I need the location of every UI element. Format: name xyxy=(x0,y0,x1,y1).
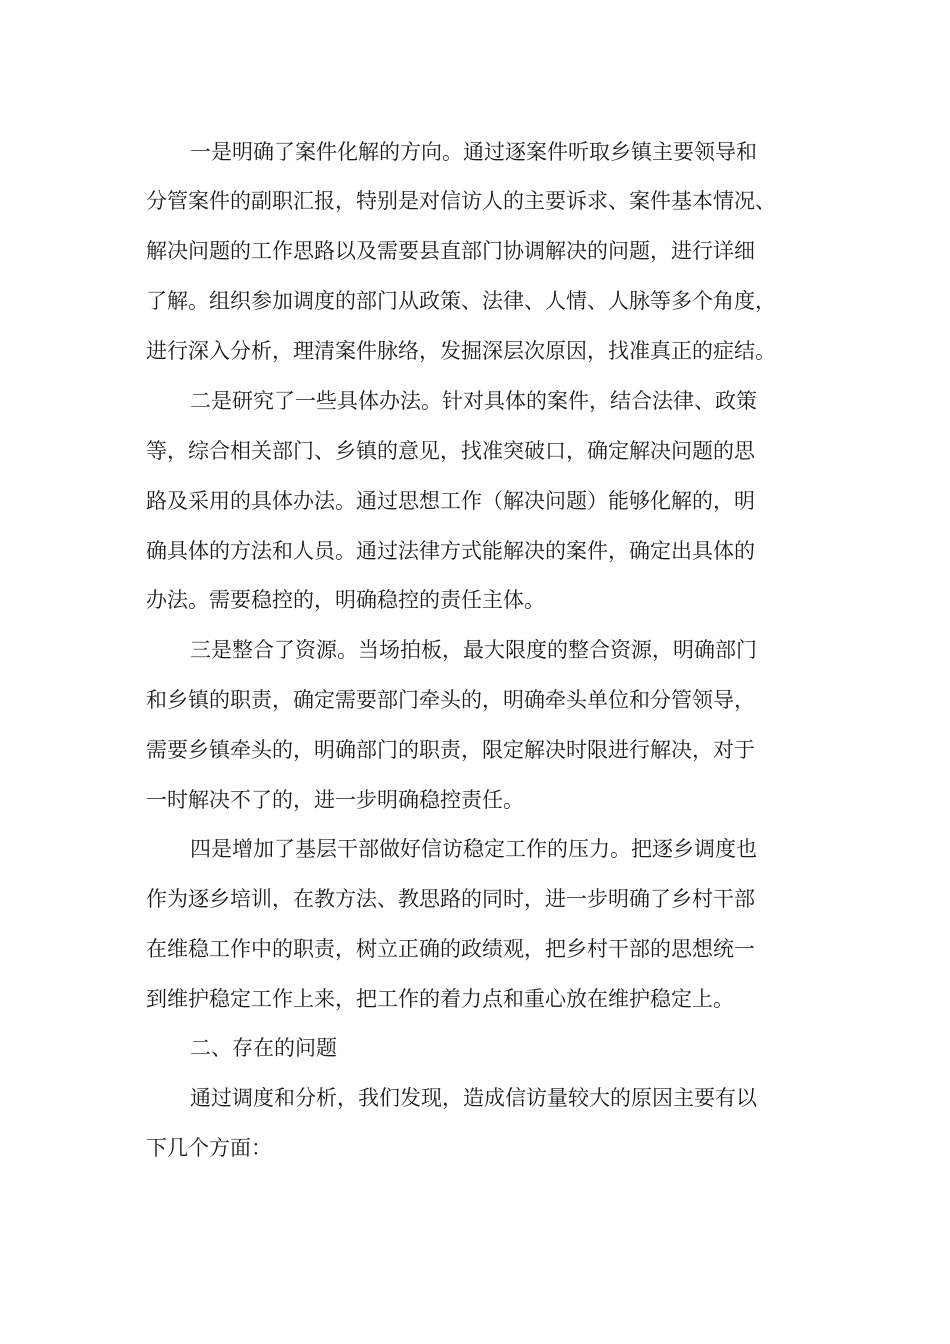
text-line: 进行深入分析，理清案件脉络，发掘深层次原因，找准真正的症结。 xyxy=(146,339,776,363)
text-line: 作为逐乡培训，在教方法、教思路的同时，进一步明确了乡村干部 xyxy=(146,887,755,911)
text-line: 一时解决不了的，进一步明确稳控责任。 xyxy=(146,788,524,812)
text-line: 办法。需要稳控的，明确稳控的责任主体。 xyxy=(146,588,545,612)
section-heading: 二、存在的问题 xyxy=(190,1036,337,1060)
text-line: 到维护稳定工作上来，把工作的着力点和重心放在维护稳定上。 xyxy=(146,987,734,1011)
text-line: 通过调度和分析，我们发现，造成信访量较大的原因主要有以 xyxy=(190,1086,757,1110)
text-line: 分管案件的副职汇报，特别是对信访人的主要诉求、案件基本情况、 xyxy=(146,189,776,213)
text-line: 和乡镇的职责，确定需要部门牵头的，明确牵头单位和分管领导， xyxy=(146,688,755,712)
text-line: 四是增加了基层干部做好信访稳定工作的压力。把逐乡调度也 xyxy=(190,837,757,861)
text-line: 确具体的方法和人员。通过法律方式能解决的案件，确定出具体的 xyxy=(146,539,755,563)
text-line: 了解。组织参加调度的部门从政策、法律、人情、人脉等多个角度， xyxy=(146,289,776,313)
text-line: 三是整合了资源。当场拍板，最大限度的整合资源，明确部门 xyxy=(190,638,757,662)
text-line: 解决问题的工作思路以及需要县直部门协调解决的问题，进行详细 xyxy=(146,239,755,263)
text-line: 在维稳工作中的职责，树立正确的政绩观，把乡村干部的思想统一 xyxy=(146,937,755,961)
text-line: 一是明确了案件化解的方向。通过逐案件听取乡镇主要领导和 xyxy=(190,140,757,164)
text-line: 二是研究了一些具体办法。针对具体的案件，结合法律、政策 xyxy=(190,389,757,413)
text-line: 路及采用的具体办法。通过思想工作（解决问题）能够化解的，明 xyxy=(146,489,755,513)
text-line: 需要乡镇牵头的，明确部门的职责，限定解决时限进行解决，对于 xyxy=(146,738,755,762)
text-line: 下几个方面： xyxy=(146,1136,272,1160)
text-line: 等，综合相关部门、乡镇的意见，找准突破口，确定解决问题的思 xyxy=(146,439,755,463)
